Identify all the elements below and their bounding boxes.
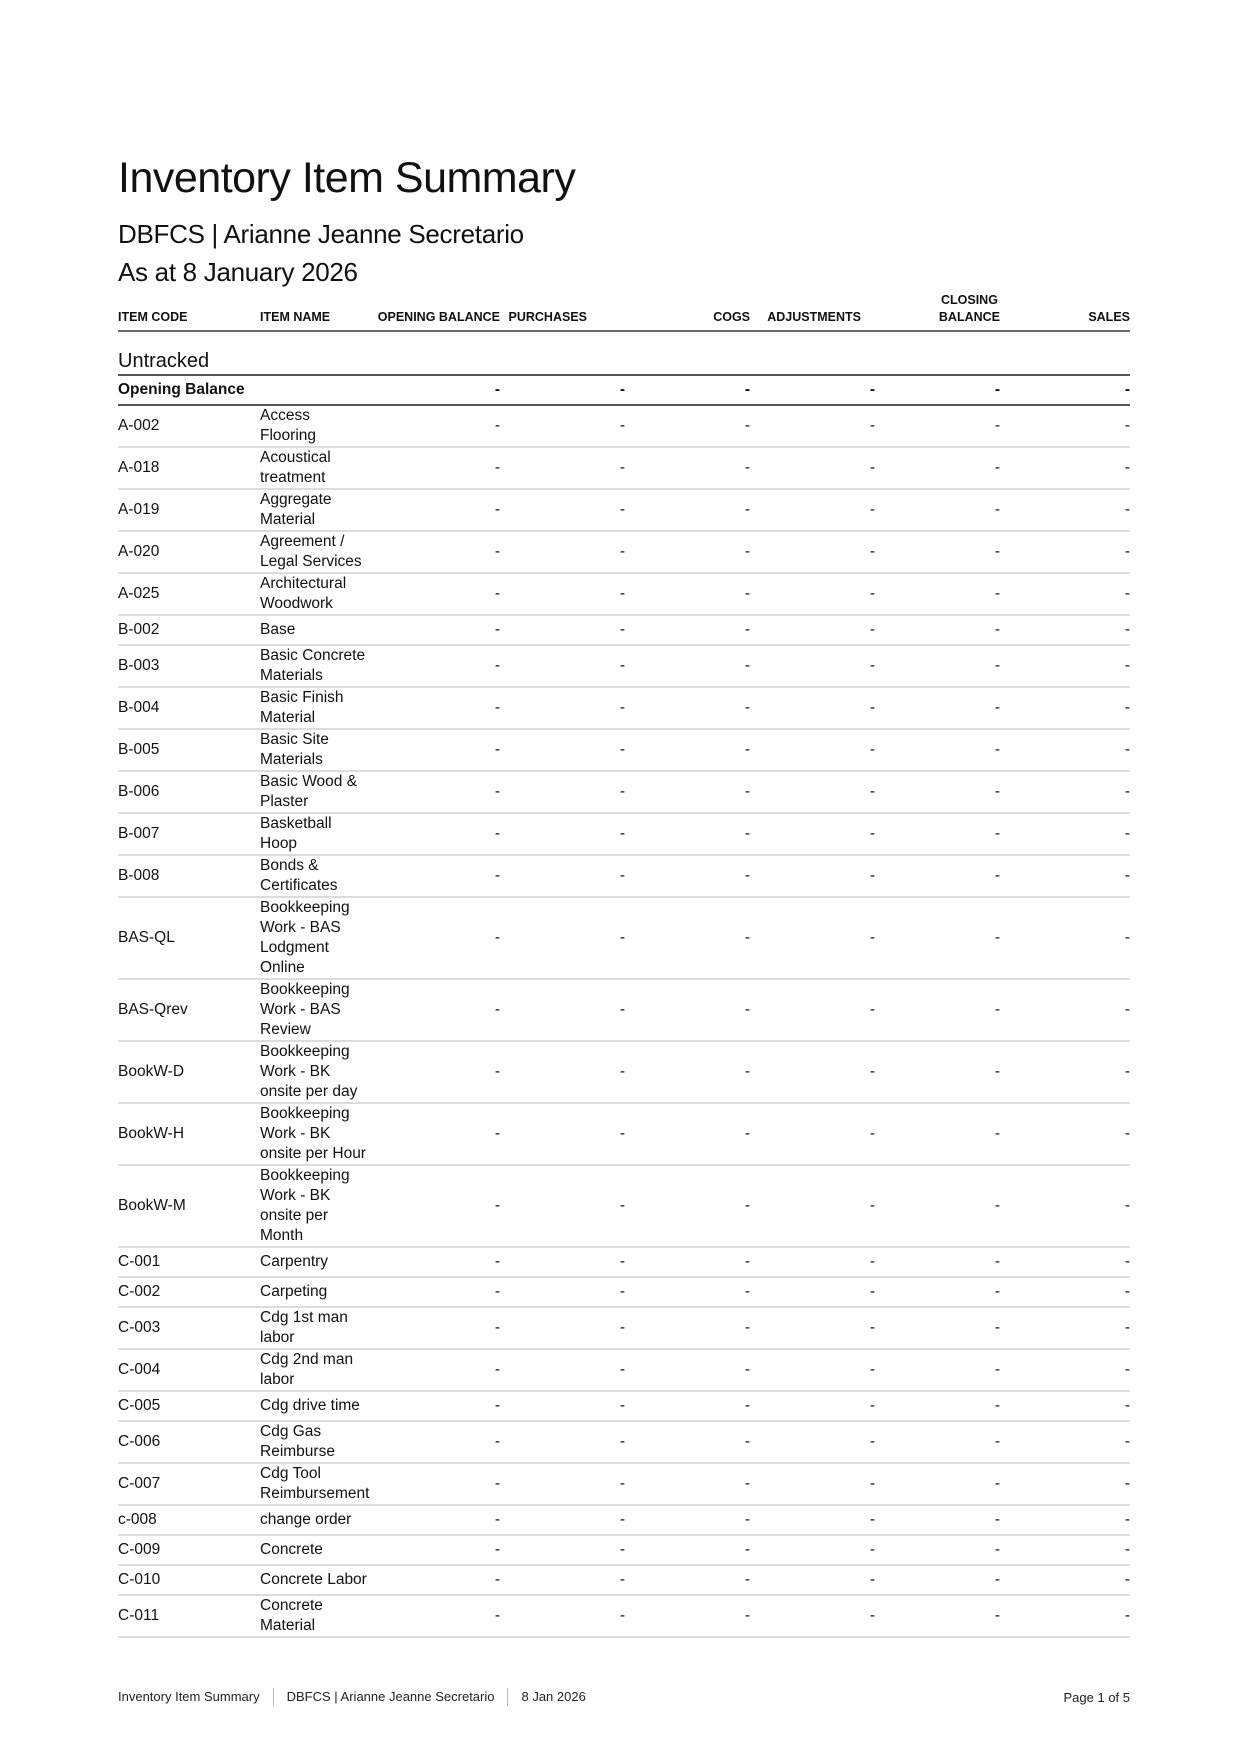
section-header-row bbox=[118, 331, 1130, 375]
opening-balance-value: - bbox=[370, 1421, 500, 1463]
cogs-value: - bbox=[625, 645, 750, 687]
purchases-value: - bbox=[500, 855, 625, 897]
closing-balance-value: - bbox=[875, 1307, 1000, 1349]
item-name: Basic Finish Material bbox=[260, 687, 370, 729]
cogs-value: - bbox=[625, 1041, 750, 1103]
item-code: BAS-QL bbox=[118, 897, 260, 979]
adjustments-value: - bbox=[750, 813, 875, 855]
sales-value: - bbox=[1000, 1307, 1130, 1349]
adjustments-value: - bbox=[750, 771, 875, 813]
sales-value: - bbox=[1000, 855, 1130, 897]
cogs-value: - bbox=[625, 405, 750, 447]
footer-date: 8 Jan 2026 bbox=[507, 1688, 598, 1706]
table-row bbox=[118, 1421, 1130, 1463]
opening-balance-value: - bbox=[370, 645, 500, 687]
item-name: Bookkeeping Work - BK onsite per day bbox=[260, 1041, 370, 1103]
cogs-value: - bbox=[625, 1505, 750, 1535]
table-header-row bbox=[118, 290, 1130, 331]
footer-report-name: Inventory Item Summary bbox=[118, 1689, 260, 1704]
item-name: Acoustical treatment bbox=[260, 447, 370, 489]
table-row bbox=[118, 979, 1130, 1041]
table-row bbox=[118, 489, 1130, 531]
closing-balance-value: - bbox=[875, 375, 1000, 405]
section-title: Untracked bbox=[118, 331, 1130, 375]
closing-balance-value: - bbox=[875, 1247, 1000, 1277]
closing-balance-value: - bbox=[875, 1165, 1000, 1247]
sales-value: - bbox=[1000, 1421, 1130, 1463]
item-name: Bookkeeping Work - BK onsite per Hour bbox=[260, 1103, 370, 1165]
closing-balance-value: - bbox=[875, 1421, 1000, 1463]
adjustments-value: - bbox=[750, 375, 875, 405]
sales-value: - bbox=[1000, 375, 1130, 405]
adjustments-value: - bbox=[750, 855, 875, 897]
table-row bbox=[118, 1505, 1130, 1535]
adjustments-value: - bbox=[750, 1349, 875, 1391]
table-row bbox=[118, 573, 1130, 615]
opening-balance-value: - bbox=[370, 1349, 500, 1391]
purchases-value: - bbox=[500, 729, 625, 771]
opening-balance-value: - bbox=[370, 1165, 500, 1247]
table-row bbox=[118, 1349, 1130, 1391]
sales-value: - bbox=[1000, 1103, 1130, 1165]
item-name: Carpeting bbox=[260, 1277, 370, 1307]
purchases-value: - bbox=[500, 1349, 625, 1391]
cogs-value: - bbox=[625, 375, 750, 405]
closing-balance-value: - bbox=[875, 489, 1000, 531]
purchases-value: - bbox=[500, 1391, 625, 1421]
item-name: Carpentry bbox=[260, 1247, 370, 1277]
report-title: Inventory Item Summary bbox=[118, 154, 576, 202]
item-code: BAS-Qrev bbox=[118, 979, 260, 1041]
purchases-value: - bbox=[500, 1421, 625, 1463]
item-code: C-001 bbox=[118, 1247, 260, 1277]
closing-balance-value: - bbox=[875, 447, 1000, 489]
purchases-value: - bbox=[500, 1505, 625, 1535]
sales-value: - bbox=[1000, 1535, 1130, 1565]
adjustments-value: - bbox=[750, 1595, 875, 1637]
item-code: C-006 bbox=[118, 1421, 260, 1463]
purchases-value: - bbox=[500, 1247, 625, 1277]
opening-balance-value: - bbox=[370, 531, 500, 573]
purchases-value: - bbox=[500, 573, 625, 615]
purchases-value: - bbox=[500, 1041, 625, 1103]
adjustments-value: - bbox=[750, 1103, 875, 1165]
col-header-item-name: ITEM NAME bbox=[260, 290, 370, 331]
page-number: Page 1 of 5 bbox=[1063, 1689, 1130, 1705]
item-code: C-010 bbox=[118, 1565, 260, 1595]
closing-balance-value: - bbox=[875, 1349, 1000, 1391]
sales-value: - bbox=[1000, 1391, 1130, 1421]
adjustments-value: - bbox=[750, 687, 875, 729]
closing-balance-value: - bbox=[875, 897, 1000, 979]
purchases-value: - bbox=[500, 1103, 625, 1165]
opening-balance-value: - bbox=[370, 489, 500, 531]
item-code: c-008 bbox=[118, 1505, 260, 1535]
item-code: B-008 bbox=[118, 855, 260, 897]
item-name: Architectural Woodwork bbox=[260, 573, 370, 615]
opening-balance-value: - bbox=[370, 375, 500, 405]
opening-balance-value: - bbox=[370, 855, 500, 897]
purchases-value: - bbox=[500, 531, 625, 573]
table-row bbox=[118, 897, 1130, 979]
adjustments-value: - bbox=[750, 1505, 875, 1535]
item-code: A-002 bbox=[118, 405, 260, 447]
purchases-value: - bbox=[500, 979, 625, 1041]
sales-value: - bbox=[1000, 1041, 1130, 1103]
closing-label-line1: CLOSING bbox=[940, 293, 998, 307]
sales-value: - bbox=[1000, 1165, 1130, 1247]
item-code: A-025 bbox=[118, 573, 260, 615]
item-name: Agreement / Legal Services bbox=[260, 531, 370, 573]
cogs-value: - bbox=[625, 771, 750, 813]
organisation-name: DBFCS | Arianne Jeanne Secretario bbox=[118, 219, 524, 249]
table-row bbox=[118, 729, 1130, 771]
cogs-value: - bbox=[625, 1165, 750, 1247]
closing-label-line2: BALANCE bbox=[938, 310, 1000, 324]
opening-balance-value: - bbox=[370, 573, 500, 615]
cogs-value: - bbox=[625, 489, 750, 531]
item-code: C-011 bbox=[118, 1595, 260, 1637]
opening-balance-value: - bbox=[370, 1307, 500, 1349]
cogs-value: - bbox=[625, 1565, 750, 1595]
sales-value: - bbox=[1000, 645, 1130, 687]
cogs-value: - bbox=[625, 687, 750, 729]
closing-balance-value: - bbox=[875, 1535, 1000, 1565]
sales-value: - bbox=[1000, 1247, 1130, 1277]
cogs-value: - bbox=[625, 1247, 750, 1277]
table-row bbox=[118, 1165, 1130, 1247]
col-header-closing-balance bbox=[875, 290, 1000, 331]
table-row bbox=[118, 1463, 1130, 1505]
item-name: Basic Site Materials bbox=[260, 729, 370, 771]
table-row bbox=[118, 855, 1130, 897]
adjustments-value: - bbox=[750, 615, 875, 645]
purchases-value: - bbox=[500, 1165, 625, 1247]
footer-organisation: DBFCS | Arianne Jeanne Secretario bbox=[273, 1688, 508, 1706]
sales-value: - bbox=[1000, 573, 1130, 615]
closing-balance-value: - bbox=[875, 813, 1000, 855]
cogs-value: - bbox=[625, 979, 750, 1041]
cogs-value: - bbox=[625, 447, 750, 489]
adjustments-value: - bbox=[750, 729, 875, 771]
purchases-value: - bbox=[500, 1463, 625, 1505]
closing-balance-value: - bbox=[875, 645, 1000, 687]
table-row bbox=[118, 1595, 1130, 1637]
item-code: C-005 bbox=[118, 1391, 260, 1421]
cogs-value: - bbox=[625, 1535, 750, 1565]
sales-value: - bbox=[1000, 687, 1130, 729]
adjustments-value: - bbox=[750, 405, 875, 447]
opening-balance-value: - bbox=[370, 1505, 500, 1535]
sales-value: - bbox=[1000, 771, 1130, 813]
cogs-value: - bbox=[625, 1307, 750, 1349]
item-code: BookW-D bbox=[118, 1041, 260, 1103]
item-name: Bookkeeping Work - BAS Review bbox=[260, 979, 370, 1041]
adjustments-value: - bbox=[750, 1307, 875, 1349]
item-code: C-009 bbox=[118, 1535, 260, 1565]
purchases-value: - bbox=[500, 405, 625, 447]
closing-balance-value: - bbox=[875, 573, 1000, 615]
item-code: B-005 bbox=[118, 729, 260, 771]
table-row bbox=[118, 447, 1130, 489]
report-date: As at 8 January 2026 bbox=[118, 257, 358, 287]
purchases-value: - bbox=[500, 687, 625, 729]
purchases-value: - bbox=[500, 645, 625, 687]
item-name: Basketball Hoop bbox=[260, 813, 370, 855]
item-code: BookW-M bbox=[118, 1165, 260, 1247]
purchases-value: - bbox=[500, 1277, 625, 1307]
opening-balance-row bbox=[118, 375, 1130, 405]
item-name: Basic Wood & Plaster bbox=[260, 771, 370, 813]
purchases-value: - bbox=[500, 615, 625, 645]
sales-value: - bbox=[1000, 405, 1130, 447]
sales-value: - bbox=[1000, 1277, 1130, 1307]
adjustments-value: - bbox=[750, 1535, 875, 1565]
cogs-value: - bbox=[625, 1463, 750, 1505]
item-code: B-007 bbox=[118, 813, 260, 855]
opening-balance-value: - bbox=[370, 979, 500, 1041]
cogs-value: - bbox=[625, 1349, 750, 1391]
item-code: C-003 bbox=[118, 1307, 260, 1349]
cogs-value: - bbox=[625, 615, 750, 645]
adjustments-value: - bbox=[750, 979, 875, 1041]
table-row bbox=[118, 1277, 1130, 1307]
cogs-value: - bbox=[625, 1421, 750, 1463]
purchases-value: - bbox=[500, 375, 625, 405]
closing-balance-value: - bbox=[875, 771, 1000, 813]
cogs-value: - bbox=[625, 729, 750, 771]
col-header-purchases: PURCHASES bbox=[500, 290, 625, 331]
table-row bbox=[118, 1103, 1130, 1165]
opening-balance-value: - bbox=[370, 1463, 500, 1505]
opening-balance-value: - bbox=[370, 687, 500, 729]
purchases-value: - bbox=[500, 897, 625, 979]
table-row bbox=[118, 1391, 1130, 1421]
cogs-value: - bbox=[625, 1391, 750, 1421]
closing-balance-value: - bbox=[875, 1391, 1000, 1421]
sales-value: - bbox=[1000, 813, 1130, 855]
table-row bbox=[118, 1535, 1130, 1565]
item-name: Aggregate Material bbox=[260, 489, 370, 531]
closing-balance-value: - bbox=[875, 979, 1000, 1041]
sales-value: - bbox=[1000, 979, 1130, 1041]
opening-balance-value: - bbox=[370, 897, 500, 979]
page-footer bbox=[118, 1688, 1130, 1706]
inventory-table bbox=[118, 290, 1130, 1638]
item-name: Basic Concrete Materials bbox=[260, 645, 370, 687]
item-name: Cdg 1st man labor bbox=[260, 1307, 370, 1349]
adjustments-value: - bbox=[750, 1247, 875, 1277]
adjustments-value: - bbox=[750, 573, 875, 615]
item-name: Cdg drive time bbox=[260, 1391, 370, 1421]
item-code: A-020 bbox=[118, 531, 260, 573]
adjustments-value: - bbox=[750, 1463, 875, 1505]
purchases-value: - bbox=[500, 771, 625, 813]
table-row bbox=[118, 1041, 1130, 1103]
opening-balance-value: - bbox=[370, 771, 500, 813]
purchases-value: - bbox=[500, 1565, 625, 1595]
col-header-adjustments: ADJUSTMENTS bbox=[750, 290, 875, 331]
closing-balance-value: - bbox=[875, 1463, 1000, 1505]
col-header-sales: SALES bbox=[1000, 290, 1130, 331]
purchases-value: - bbox=[500, 447, 625, 489]
item-code: B-004 bbox=[118, 687, 260, 729]
cogs-value: - bbox=[625, 1595, 750, 1637]
table-row bbox=[118, 1565, 1130, 1595]
closing-balance-value: - bbox=[875, 1103, 1000, 1165]
item-code: A-018 bbox=[118, 447, 260, 489]
table-row bbox=[118, 615, 1130, 645]
item-code: C-002 bbox=[118, 1277, 260, 1307]
item-name: Concrete Labor bbox=[260, 1565, 370, 1595]
sales-value: - bbox=[1000, 531, 1130, 573]
purchases-value: - bbox=[500, 1535, 625, 1565]
opening-balance-value: - bbox=[370, 1565, 500, 1595]
item-code: BookW-H bbox=[118, 1103, 260, 1165]
adjustments-value: - bbox=[750, 1421, 875, 1463]
col-header-cogs: COGS bbox=[625, 290, 750, 331]
item-code: C-004 bbox=[118, 1349, 260, 1391]
purchases-value: - bbox=[500, 813, 625, 855]
item-name: Concrete bbox=[260, 1535, 370, 1565]
adjustments-value: - bbox=[750, 447, 875, 489]
item-name: Cdg Tool Reimbursement bbox=[260, 1463, 370, 1505]
closing-balance-value: - bbox=[875, 855, 1000, 897]
adjustments-value: - bbox=[750, 645, 875, 687]
item-code: B-003 bbox=[118, 645, 260, 687]
adjustments-value: - bbox=[750, 1277, 875, 1307]
item-name: Concrete Material bbox=[260, 1595, 370, 1637]
opening-balance-value: - bbox=[370, 729, 500, 771]
adjustments-value: - bbox=[750, 1041, 875, 1103]
closing-balance-value: - bbox=[875, 1277, 1000, 1307]
closing-balance-value: - bbox=[875, 405, 1000, 447]
adjustments-value: - bbox=[750, 489, 875, 531]
opening-balance-value: - bbox=[370, 1277, 500, 1307]
cogs-value: - bbox=[625, 1277, 750, 1307]
sales-value: - bbox=[1000, 1505, 1130, 1535]
sales-value: - bbox=[1000, 1595, 1130, 1637]
item-name: Access Flooring bbox=[260, 405, 370, 447]
item-name: Bookkeeping Work - BK onsite per Month bbox=[260, 1165, 370, 1247]
sales-value: - bbox=[1000, 615, 1130, 645]
table-row bbox=[118, 1247, 1130, 1277]
adjustments-value: - bbox=[750, 1165, 875, 1247]
col-header-item-code: ITEM CODE bbox=[118, 290, 260, 331]
opening-balance-value: - bbox=[370, 1535, 500, 1565]
closing-balance-value: - bbox=[875, 1505, 1000, 1535]
adjustments-value: - bbox=[750, 897, 875, 979]
sales-value: - bbox=[1000, 489, 1130, 531]
item-code: B-006 bbox=[118, 771, 260, 813]
item-name: Bonds & Certificates bbox=[260, 855, 370, 897]
cogs-value: - bbox=[625, 573, 750, 615]
table-row bbox=[118, 771, 1130, 813]
table-row bbox=[118, 645, 1130, 687]
item-name: Cdg Gas Reimburse bbox=[260, 1421, 370, 1463]
table-row bbox=[118, 405, 1130, 447]
item-name: change order bbox=[260, 1505, 370, 1535]
closing-balance-value: - bbox=[875, 615, 1000, 645]
item-name: Base bbox=[260, 615, 370, 645]
adjustments-value: - bbox=[750, 531, 875, 573]
cogs-value: - bbox=[625, 897, 750, 979]
purchases-value: - bbox=[500, 1595, 625, 1637]
closing-balance-value: - bbox=[875, 687, 1000, 729]
closing-balance-value: - bbox=[875, 1041, 1000, 1103]
cogs-value: - bbox=[625, 855, 750, 897]
sales-value: - bbox=[1000, 729, 1130, 771]
sales-value: - bbox=[1000, 1565, 1130, 1595]
opening-balance-value: - bbox=[370, 1391, 500, 1421]
cogs-value: - bbox=[625, 1103, 750, 1165]
closing-balance-value: - bbox=[875, 729, 1000, 771]
sales-value: - bbox=[1000, 447, 1130, 489]
purchases-value: - bbox=[500, 1307, 625, 1349]
opening-balance-value: - bbox=[370, 447, 500, 489]
closing-balance-value: - bbox=[875, 1595, 1000, 1637]
opening-balance-value: - bbox=[370, 405, 500, 447]
opening-balance-value: - bbox=[370, 1041, 500, 1103]
table-row bbox=[118, 1307, 1130, 1349]
item-code: B-002 bbox=[118, 615, 260, 645]
opening-balance-value: - bbox=[370, 615, 500, 645]
cogs-value: - bbox=[625, 531, 750, 573]
purchases-value: - bbox=[500, 489, 625, 531]
opening-balance-value: - bbox=[370, 1247, 500, 1277]
closing-balance-value: - bbox=[875, 531, 1000, 573]
sales-value: - bbox=[1000, 1349, 1130, 1391]
opening-balance-value: - bbox=[370, 1103, 500, 1165]
item-code: A-019 bbox=[118, 489, 260, 531]
cogs-value: - bbox=[625, 813, 750, 855]
sales-value: - bbox=[1000, 897, 1130, 979]
item-code: C-007 bbox=[118, 1463, 260, 1505]
table-row bbox=[118, 531, 1130, 573]
sales-value: - bbox=[1000, 1463, 1130, 1505]
table-row bbox=[118, 687, 1130, 729]
table-row bbox=[118, 813, 1130, 855]
closing-balance-value: - bbox=[875, 1565, 1000, 1595]
adjustments-value: - bbox=[750, 1391, 875, 1421]
item-name: Bookkeeping Work - BAS Lodgment Online bbox=[260, 897, 370, 979]
opening-balance-value: - bbox=[370, 813, 500, 855]
item-name: Cdg 2nd man labor bbox=[260, 1349, 370, 1391]
opening-balance-value: - bbox=[370, 1595, 500, 1637]
col-header-opening-balance: OPENING BALANCE bbox=[370, 290, 500, 331]
opening-balance-label: Opening Balance bbox=[118, 375, 370, 405]
adjustments-value: - bbox=[750, 1565, 875, 1595]
